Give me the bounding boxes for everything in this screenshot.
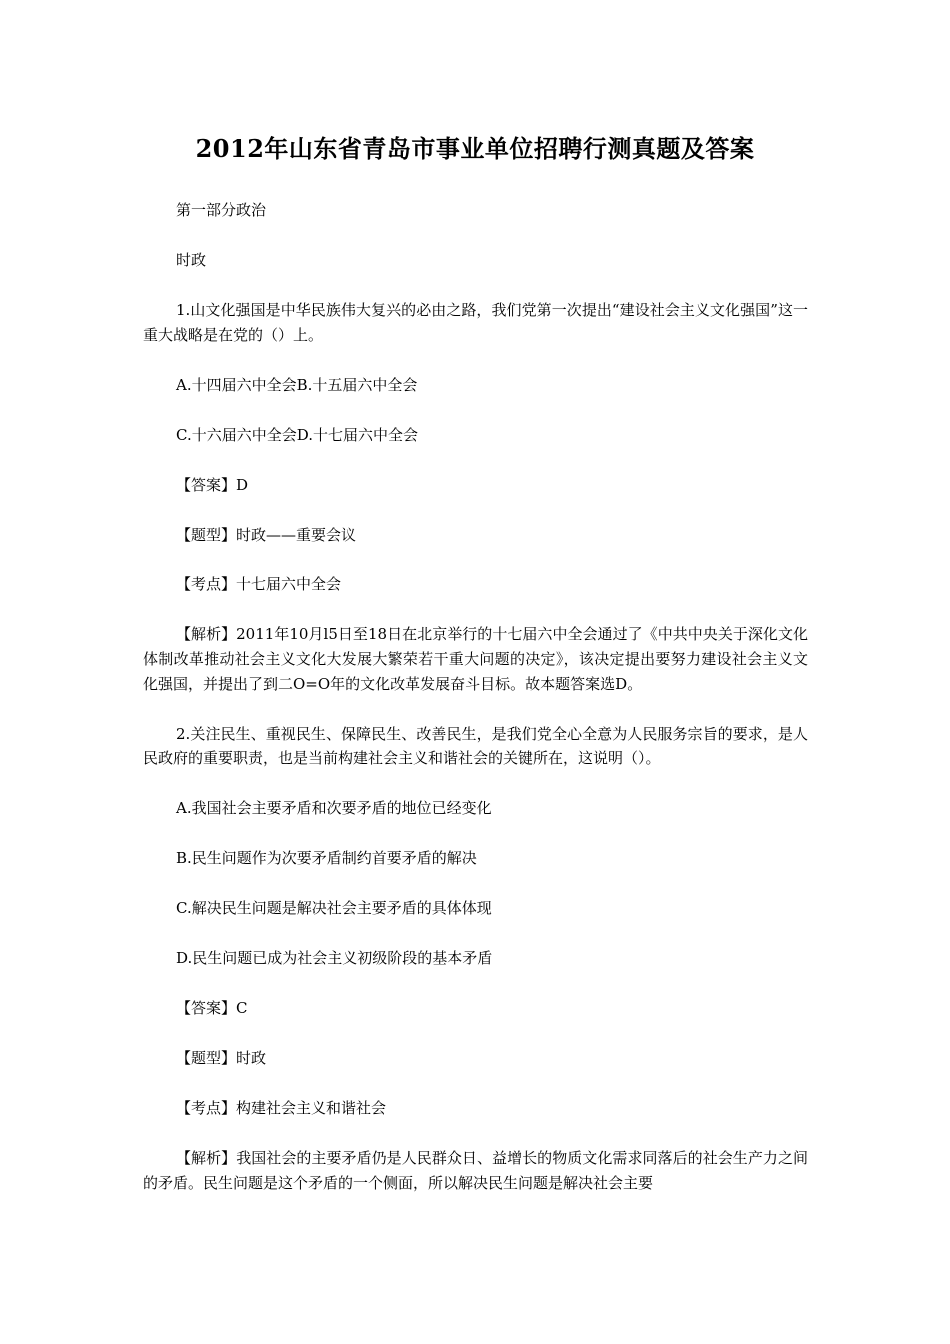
question-1-options-ab: A.十四届六中全会B.十五届六中全会 [176,375,418,394]
question-1-type: 【题型】时政——重要会议 [176,525,357,544]
question-1: 1.山文化强国是中华民族伟大复兴的必由之路，我们党第一次提出“建设社会主义文化强国”这一重大战略是在党的（）上。 [143,300,808,344]
question-2-option-b: B.民生问题作为次要矛盾制约首要矛盾的解决 [176,849,477,868]
document-body [143,198,808,1221]
question-2-option-a: A.我国社会主要矛盾和次要矛盾的地位已经变化 [176,799,492,818]
question-1-options-cd: C.十六届六中全会D.十七届六中全会 [176,425,418,444]
question-1-topic: 【考点】十七届六中全会 [176,575,342,594]
question-2-topic: 【考点】构建社会主义和谐社会 [176,1099,387,1118]
question-1-answer: 【答案】D [176,475,249,494]
subsection-heading: 时政 [176,250,207,269]
question-2-option-c: C.解决民生问题是解决社会主要矛盾的具体体现 [176,899,492,918]
question-1-explanation: 【解析】2011年10月l5日至18日在北京举行的十七届六中全会通过了《中共中央关于深化文化体制改革推动社会主义文化大发展大繁荣若干重大问题的决定》，该决定提出要努力建设社会主义文化强国，并提出了到二O=O年的文化改革发展奋斗目标。故本题答案选D。 [143,625,808,693]
question-2-explanation: 【解析】我国社会的主要矛盾仍是人民群众日、益增长的物质文化需求同落后的社会生产力之间的矛盾。民生问题是这个矛盾的一个侧面，所以解决民生问题是解决社会主要 [143,1149,808,1192]
document-title: 2012年山东省青岛市事业单位招聘行测真题及答案 [195,134,755,163]
question-2-answer: 【答案】C [176,999,248,1018]
question-2-type: 【题型】时政 [176,1049,267,1068]
section-heading: 第一部分政治 [176,201,267,219]
question-2-option-d: D.民生问题已成为社会主义初级阶段的基本矛盾 [176,949,493,968]
question-2: 2.关注民生、重视民生、保障民生、改善民生，是我们党全心全意为人民服务宗旨的要求，是人民政府的重要职责，也是当前构建社会主义和谐社会的关键所在，这说明（）。 [143,724,808,768]
